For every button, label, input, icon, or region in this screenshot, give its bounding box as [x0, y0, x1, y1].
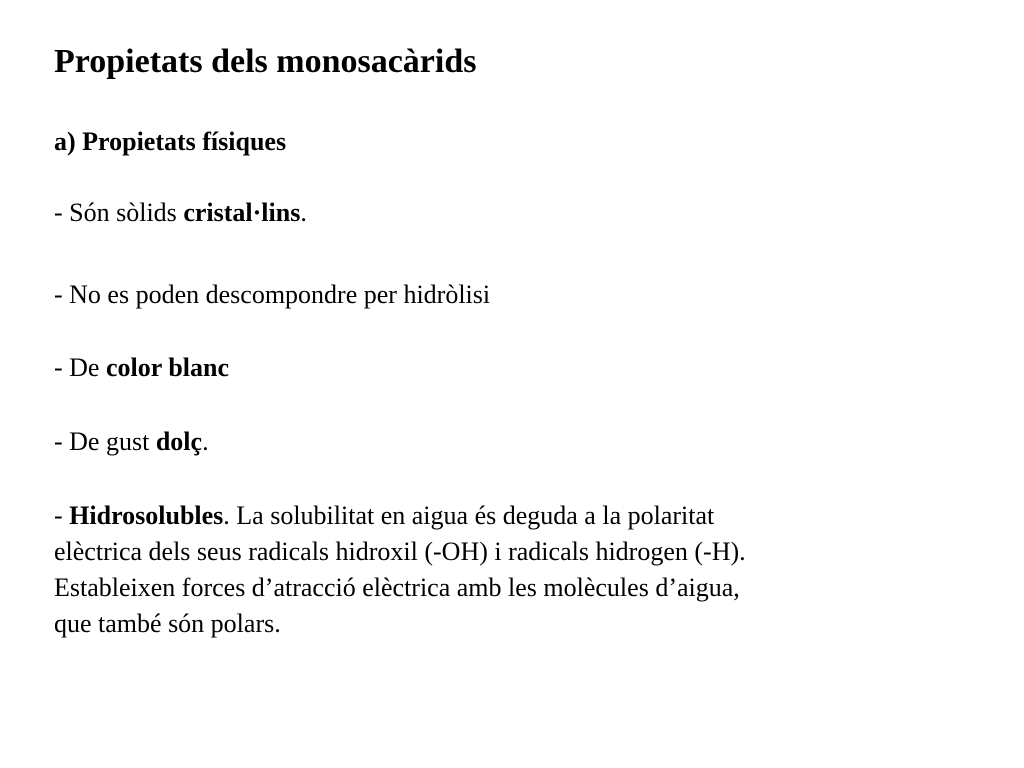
item-suffix: . [300, 198, 307, 227]
paragraph-line-4: que també són polars. [54, 609, 281, 638]
paragraph-bold-term: Hidrosolubles [69, 501, 224, 530]
hydrosoluble-paragraph [54, 498, 974, 642]
list-item [54, 350, 229, 386]
list-item [54, 424, 209, 460]
item-text: - Són sòlids [54, 198, 184, 227]
item-bold-text: color blanc [105, 353, 230, 382]
paragraph-line-1-rest: . La solubilitat en aigua és deguda a la polaritat [223, 501, 715, 530]
item-bold-text: dolç [155, 427, 203, 456]
paragraph-line-3: Estableixen forces d’atracció elèctrica amb les molècules d’aigua, [54, 573, 740, 602]
paragraph-line-1 [54, 498, 974, 534]
item-text: - De gust [54, 427, 156, 456]
slide-title: Propietats dels monosacàrids [54, 43, 477, 80]
item-bold-text: cristal·lins [183, 198, 301, 227]
list-item [54, 277, 490, 313]
paragraph-line-2: elèctrica dels seus radicals hidroxil (-OH) i radicals hidrogen (-H). [54, 537, 746, 566]
item-suffix: . [202, 427, 209, 456]
list-item [54, 195, 307, 231]
item-text: - De [54, 353, 106, 382]
paragraph-prefix: - [54, 501, 70, 530]
item-text: - No es poden descompondre per hidròlisi [54, 280, 491, 309]
section-subtitle: a) Propietats físiques [54, 127, 287, 156]
